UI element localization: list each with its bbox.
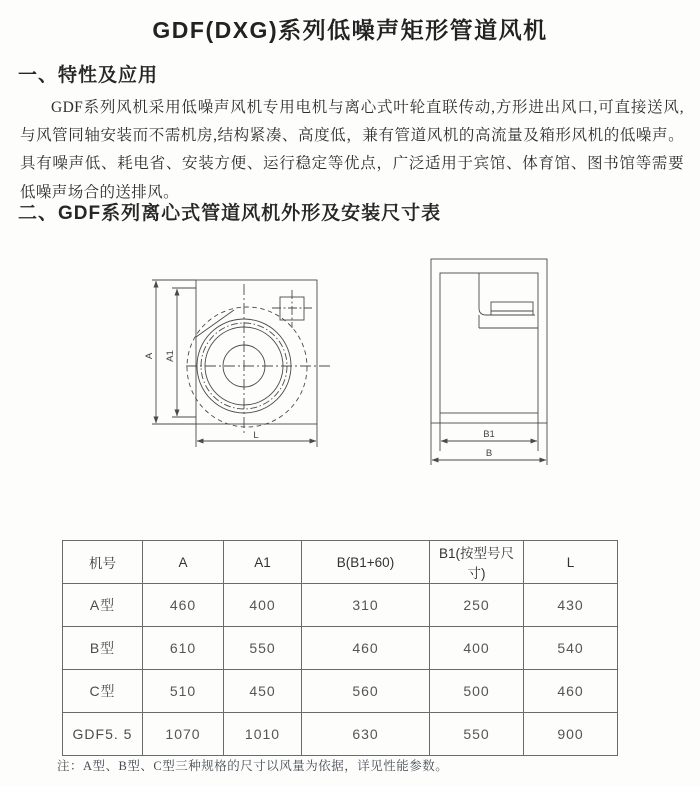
header-b: B(B1+60): [302, 541, 430, 584]
cell-b1: 400: [430, 627, 524, 670]
cell-l: 540: [524, 627, 618, 670]
cell-b: 560: [302, 670, 430, 713]
dim-label-b: B: [485, 448, 493, 459]
cell-b: 630: [302, 713, 430, 756]
cell-b1: 250: [430, 584, 524, 627]
table-header-row: [63, 541, 618, 584]
header-b1: B1(按型号尺寸): [430, 541, 524, 584]
cell-a1: 550: [224, 627, 302, 670]
casing-inner-outline: [440, 273, 538, 413]
cell-a: 610: [143, 627, 224, 670]
motor-body: [491, 302, 533, 315]
cell-b: 310: [302, 584, 430, 627]
dimensions-table: [62, 540, 618, 756]
cell-a1: 450: [224, 670, 302, 713]
motor-mount-profile: [479, 273, 535, 315]
table-row: [63, 627, 618, 670]
table-footnote: 注：A型、B型、C型三种规格的尺寸以风量为依据，详见性能参数。: [57, 759, 449, 773]
volute-tongue-line: [196, 310, 234, 337]
section2-heading: 二、GDF系列离心式管道风机外形及安装尺寸表: [18, 203, 442, 224]
cell-b1: 550: [430, 713, 524, 756]
header-a1: A1: [224, 541, 302, 584]
front-view-svg: [420, 252, 560, 470]
table-row: [63, 713, 618, 756]
cell-model: C型: [63, 670, 143, 713]
header-l: L: [524, 541, 618, 584]
section1-body-text: GDF系列风机采用低噪声风机专用电机与离心式叶轮直联传动,方形进出风口,可直接送风,与风管同轴安装而不需机房,结构紧凑、高度低，兼有管道风机的高流量及箱形风机的低噪声。具有噪声低、耗电省、安装方便、运行稳定等优点，广泛适用于宾馆、体育馆、图书馆等需要低噪声场合的送排风。: [20, 99, 684, 201]
cell-model: A型: [63, 584, 143, 627]
cell-l: 900: [524, 713, 618, 756]
cell-a: 510: [143, 670, 224, 713]
cell-a1: 400: [224, 584, 302, 627]
casing-outer-outline: [431, 259, 547, 423]
cell-a1: 1010: [224, 713, 302, 756]
section1-heading: 一、特性及应用: [18, 65, 159, 86]
cell-l: 460: [524, 670, 618, 713]
cell-model: GDF5. 5: [63, 713, 143, 756]
header-model: 机号: [63, 541, 143, 584]
dim-label-b1: B1: [483, 429, 495, 440]
cell-b1: 500: [430, 670, 524, 713]
cell-a: 460: [143, 584, 224, 627]
table-row: [63, 584, 618, 627]
dim-label-a1: A1: [165, 350, 176, 362]
header-a: A: [143, 541, 224, 584]
side-view-svg: [140, 248, 350, 463]
dim-label-a: A: [144, 352, 155, 360]
table-row: [63, 670, 618, 713]
dim-label-l: L: [253, 430, 259, 441]
cell-b: 460: [302, 627, 430, 670]
cell-l: 430: [524, 584, 618, 627]
cell-a: 1070: [143, 713, 224, 756]
cell-model: B型: [63, 627, 143, 670]
page-title: GDF(DXG)系列低噪声矩形管道风机: [152, 17, 548, 43]
fan-side-view-drawing: [140, 248, 350, 468]
fan-front-view-drawing: [420, 252, 560, 475]
